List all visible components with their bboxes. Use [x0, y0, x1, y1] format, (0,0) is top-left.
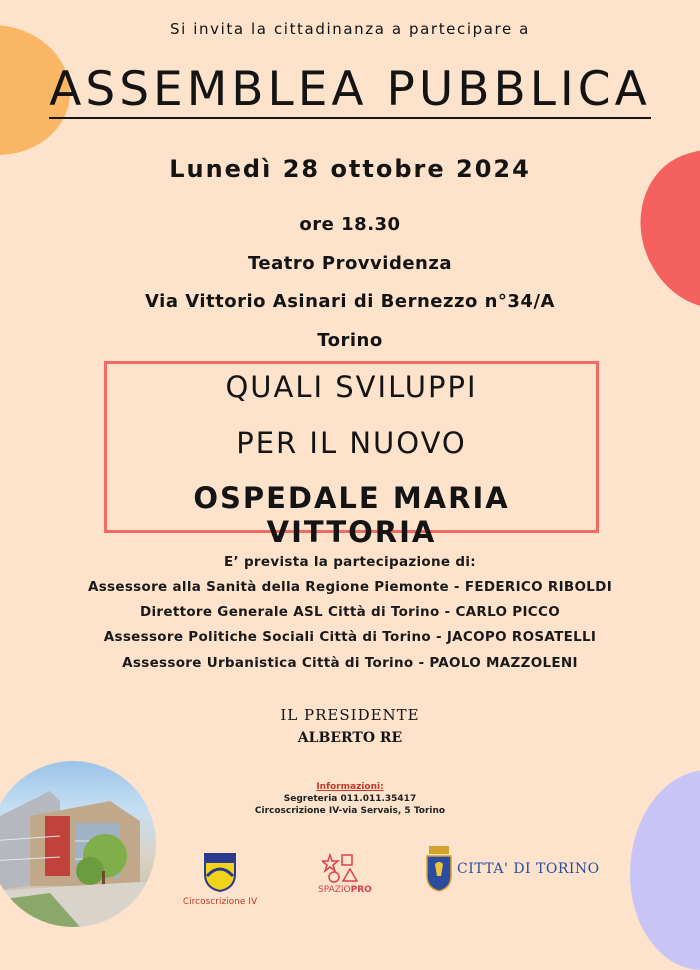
participants-intro: E’ prevista la partecipazione di:: [224, 554, 476, 570]
circoscrizione-label: Circoscrizione IV: [182, 897, 258, 907]
topic-line-1: QUALI SVILUPPI: [225, 370, 478, 404]
event-time: ore 18.30: [299, 214, 401, 235]
hospital-rendering-image: [0, 761, 156, 927]
circoscrizione-crest-icon: [203, 852, 237, 892]
participant-item: Assessore Politiche Sociali Città di Torino - JACOPO ROSATELLI: [103, 629, 597, 645]
info-address: Circoscrizione IV-via Servais, 5 Torino: [254, 806, 446, 816]
topic-line-3: OSPEDALE MARIA VITTORIA: [193, 481, 510, 549]
info-phone: Segreteria 011.011.35417: [283, 794, 417, 804]
citta-di-torino-label: CITTA' DI TORINO: [457, 861, 600, 877]
invite-text: Si invita la cittadinanza a partecipare a: [170, 20, 530, 38]
torino-crest-icon: [425, 846, 453, 892]
spazio-pro-label: SPAZIOPRO: [318, 885, 372, 895]
decorative-blob-lilac: [630, 770, 700, 970]
event-city: Torino: [317, 330, 383, 351]
spazio-pro-icon: [322, 853, 360, 883]
title-text: ASSEMBLEA PUBBLICA: [49, 62, 651, 117]
event-venue: Teatro Provvidenza: [248, 253, 452, 274]
topic-box: [104, 361, 599, 549]
page-title: [0, 62, 700, 117]
info-heading: Informazioni:: [316, 782, 384, 792]
event-address: Via Vittorio Asinari di Bernezzo n°34/A: [145, 291, 555, 312]
event-date: Lunedì 28 ottobre 2024: [169, 155, 531, 183]
president-name: ALBERTO RE: [297, 730, 403, 746]
participant-item: Direttore Generale ASL Città di Torino - CARLO PICCO: [139, 604, 561, 620]
participant-item: Assessore Urbanistica Città di Torino - PAOLO MAZZOLENI: [122, 655, 578, 671]
president-label: IL PRESIDENTE: [280, 706, 420, 724]
topic-line-2: PER IL NUOVO: [236, 426, 467, 460]
participant-item: Assessore alla Sanità della Regione Piemonte - FEDERICO RIBOLDI: [87, 579, 613, 595]
